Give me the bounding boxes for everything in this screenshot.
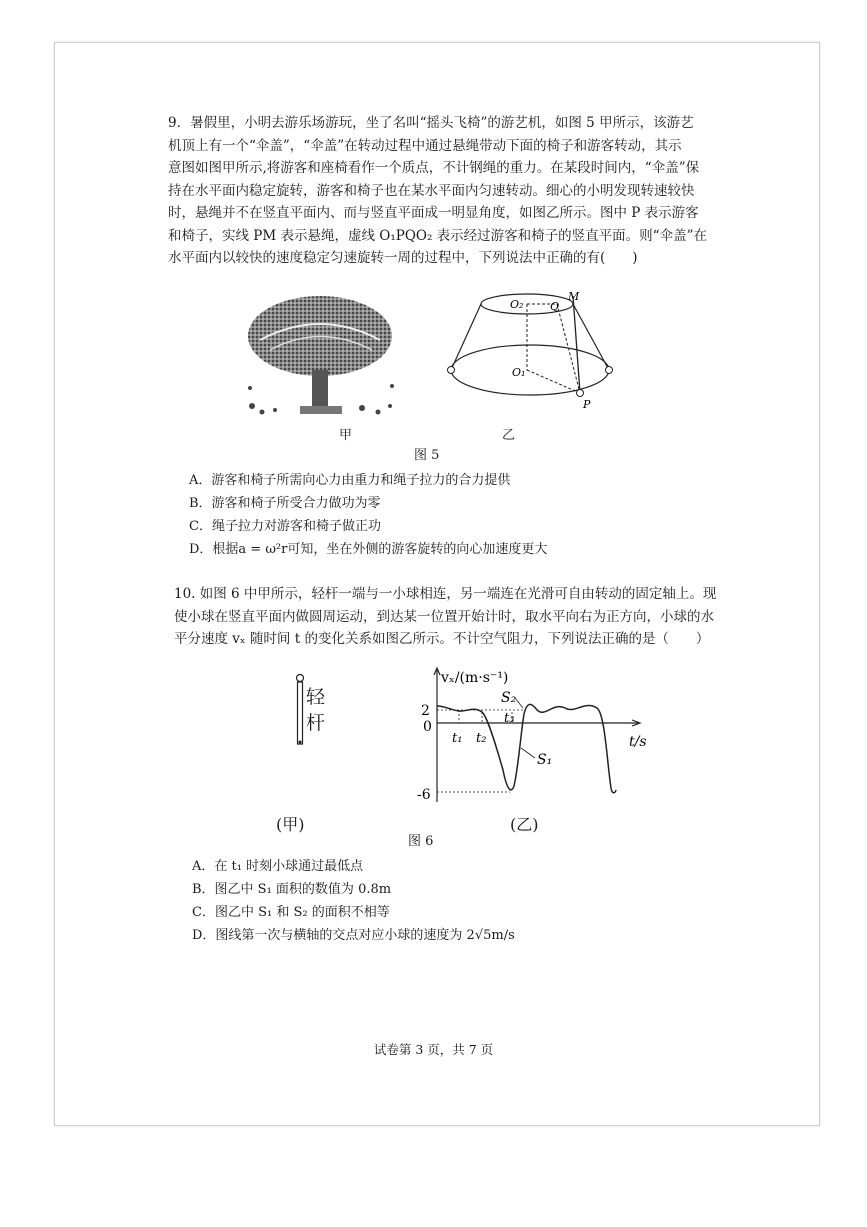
q9-line: 和椅子，实线 PM 表示悬绳，虚线 O₁PQO₂ 表示经过游客和椅子的竖直平面。则“伞盖”在	[168, 227, 707, 244]
q10-option-a: A．在 t₁ 时刻小球通过最低点	[192, 859, 364, 874]
q9-option-d: D．根据a = ω²r可知，坐在外侧的游客旋转的向心加速度更大	[189, 542, 548, 557]
pivot	[299, 741, 302, 744]
page-footer: 试卷第 3 页，共 7 页	[373, 1042, 494, 1057]
y-tick-minus6: -6	[417, 787, 431, 803]
rod-label: 轻杆	[306, 686, 326, 734]
t1-label: t₁	[452, 731, 463, 746]
bottom-ellipse	[451, 345, 609, 395]
s1-label: S₁	[537, 752, 553, 768]
fig5-yi-label: 乙	[502, 428, 516, 443]
q9-line: 时，悬绳并不在竖直平面内、而与竖直平面成一明显角度，如图乙所示。图中 P 表示游客	[168, 205, 699, 221]
q9-option-a: A．游客和椅子所需向心力由重力和绳子拉力的合力提供	[189, 473, 511, 488]
q10-line: 平分速度 vₓ 随时间 t 的变化关系如图乙所示。不计空气阻力，下列说法正确的是（ ）	[174, 631, 710, 647]
q10-option-c: C．图乙中 S₁ 和 S₂ 的面积不相等	[192, 905, 390, 920]
swing-ride-photo	[240, 288, 400, 423]
s2-label: S₂	[501, 690, 517, 706]
ball	[297, 675, 304, 682]
question-9-stem	[168, 112, 707, 270]
q10-line: 使小球在竖直平面内做圆周运动，到达某一位置开始计时，取水平向右为正方向，小球的水	[174, 608, 714, 625]
q9-line: 水平面内以较快的速度稳定匀速旋转一周的过程中，下列说法中正确的有( )	[168, 250, 638, 266]
light-rod	[298, 682, 303, 744]
label-p: P	[583, 398, 591, 411]
q10-option-b: B．图乙中 S₁ 面积的数值为 0.8m	[192, 882, 392, 897]
q9-option-c: C．绳子拉力对游客和椅子做正功	[189, 519, 381, 534]
fig6-vx-t-graph	[415, 662, 655, 807]
label-m: M	[568, 290, 580, 303]
q10-line: 10. 如图 6 中甲所示，轻杆一端与一小球相连，另一端连在光滑可自由转动的固定轴上。现	[174, 586, 717, 602]
label-o1: O₁	[512, 366, 526, 379]
q9-line: 机顶上有一个“伞盖”，“伞盖”在转动过程中通过悬绳带动下面的椅子和游客转动，其示	[168, 137, 682, 154]
q9-line: 持在水平面内稳定旋转，游客和椅子也在某水平面内匀速转动。细心的小明发现转速较快	[168, 182, 695, 199]
t2-label: t₂	[476, 731, 487, 746]
fig6-yi-label: (乙)	[510, 815, 539, 834]
label-q: Q	[550, 300, 560, 313]
y-tick-2: 2	[421, 703, 430, 719]
label-o2: O₂	[510, 298, 524, 311]
y-tick-0: 0	[423, 719, 432, 735]
fig5-diagram	[440, 288, 625, 418]
q10-option-d: D．图线第一次与横轴的交点对应小球的速度为 2√5m/s	[192, 928, 515, 943]
x-axis-label: t/s	[629, 734, 647, 750]
t3-label: t₃	[504, 711, 515, 726]
fig5-caption: 图 5	[414, 448, 440, 463]
fig6-caption: 图 6	[408, 834, 434, 849]
vx-curve	[437, 704, 616, 792]
fig5-jia-label: 甲	[339, 428, 353, 443]
q9-option-b: B．游客和椅子所受合力做功为零	[189, 496, 381, 511]
y-axis-label: vₓ/(m·s⁻¹)	[441, 670, 509, 686]
question-10-stem	[174, 583, 717, 651]
fig6-jia-label: (甲)	[276, 815, 305, 834]
q9-line: 意图如图甲所示,将游客和座椅看作一个质点，不计钢绳的重力。在某段时间内，“伞盖”保	[168, 160, 700, 176]
q9-line: 9．暑假里，小明去游乐场游玩，坐了名叫“摇头飞椅”的游艺机，如图 5 甲所示，该游艺	[168, 115, 694, 131]
